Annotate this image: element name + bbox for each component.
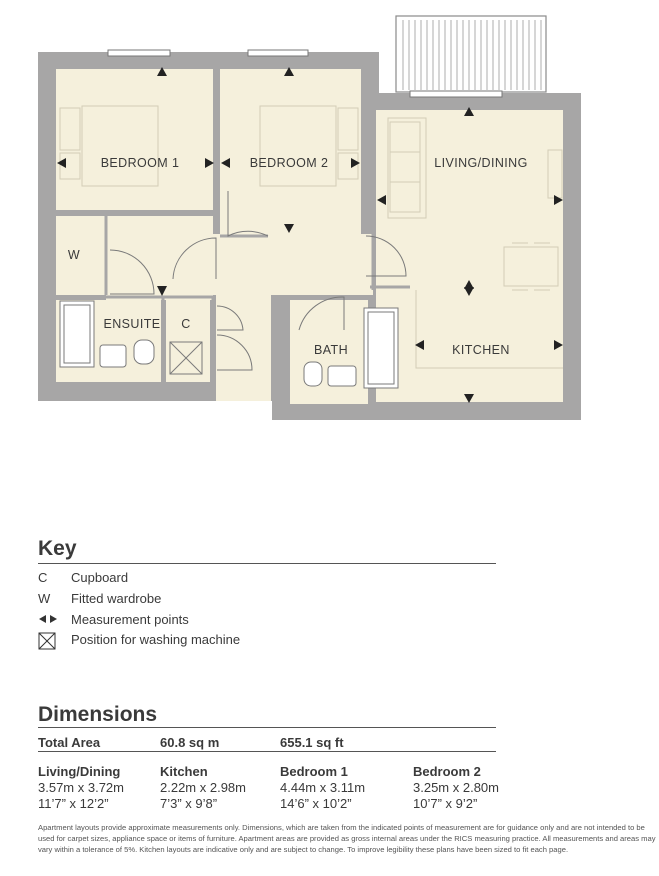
- key-label: Cupboard: [71, 570, 129, 585]
- measurement-arrows-icon: [38, 612, 60, 629]
- key-label: Position for washing machine: [71, 632, 241, 647]
- dim-imperial-bedroom2: 10’7” x 9’2”: [413, 796, 478, 811]
- dim-imperial-bedroom1: 14’6” x 10’2”: [280, 796, 352, 811]
- key-label: Fitted wardrobe: [71, 591, 162, 606]
- total-area-sqft: 655.1 sq ft: [280, 735, 344, 750]
- bedroom2-floor: [220, 69, 361, 234]
- room-label-living: LIVING/DINING: [434, 156, 528, 170]
- hallway-lower-floor: [216, 295, 271, 401]
- key-label: Measurement points: [71, 612, 189, 627]
- room-label-bath: BATH: [313, 343, 349, 357]
- washing-machine-cross-icon: [38, 632, 60, 653]
- dim-name-bedroom1: Bedroom 1: [280, 764, 348, 779]
- room-label-bedroom1: BEDROOM 1: [100, 156, 180, 170]
- total-area-label: Total Area: [38, 735, 101, 750]
- dim-name-living: Living/Dining: [38, 764, 121, 779]
- dim-imperial-living: 11’7” x 12’2”: [38, 796, 109, 811]
- dimensions-divider-bottom: [38, 751, 496, 752]
- wardrobe-floor: [56, 216, 106, 295]
- key-symbol: W: [38, 591, 51, 606]
- dim-metric-kitchen: 2.22m x 2.98m: [160, 780, 246, 795]
- dim-name-kitchen: Kitchen: [160, 764, 208, 779]
- room-label-bedroom2: BEDROOM 2: [249, 156, 329, 170]
- cupboard-floor: [166, 300, 210, 382]
- key-title: Key: [38, 537, 77, 560]
- total-area-sqm: 60.8 sq m: [160, 735, 220, 750]
- dim-name-bedroom2: Bedroom 2: [413, 764, 481, 779]
- key-divider: [38, 563, 496, 564]
- balcony: [396, 16, 546, 92]
- dim-metric-living: 3.57m x 3.72m: [38, 780, 124, 795]
- key-symbol: C: [38, 570, 48, 585]
- dim-metric-bedroom1: 4.44m x 3.11m: [280, 780, 366, 795]
- disclaimer-text: Apartment layouts provide approximate measurements only. Dimensions, which are taken from the indicated points of measurement are for guidance only and are not intended to be used for carpet sizes, appliance space or items of furniture. Apartment areas are provided as gross internal areas under the RICS measuring practice. All measurements and areas may vary within a tolerance of 5%. Kitchen layouts are indicative only and are subject to change. To improve legibility these plans have been sized to fit each page.: [38, 823, 656, 854]
- room-label-ensuite: ENSUITE: [103, 317, 161, 331]
- room-label-wardrobe: W: [67, 248, 81, 262]
- living-floor: [376, 110, 563, 402]
- room-label-kitchen: KITCHEN: [452, 343, 510, 357]
- room-label-cupboard: C: [181, 317, 191, 331]
- dimensions-title: Dimensions: [38, 703, 158, 726]
- dim-imperial-kitchen: 7’3” x 9’8”: [160, 796, 218, 811]
- dim-metric-bedroom2: 3.25m x 2.80m: [413, 780, 499, 795]
- dimensions-divider-top: [38, 727, 496, 728]
